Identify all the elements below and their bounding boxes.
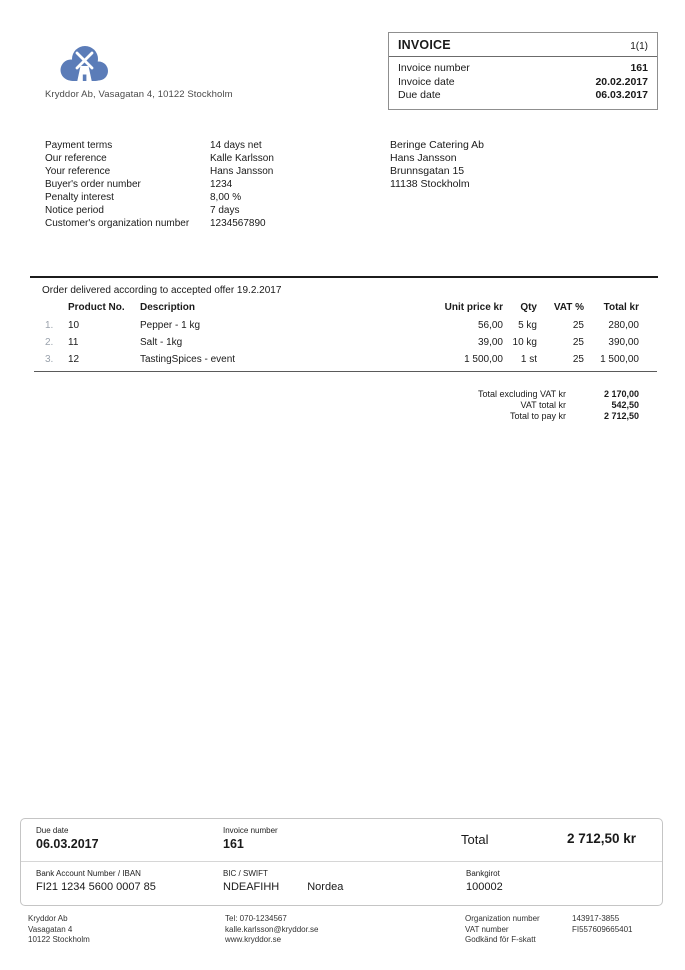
due-date-value: 06.03.2017 — [595, 89, 648, 101]
windmill-cloud-logo-icon — [59, 45, 109, 89]
table-bottom-rule — [34, 371, 657, 372]
footer-phone: Tel: 070-1234567 — [225, 914, 287, 923]
pay-bic-swift: BIC / SWIFT NDEAFIHH Nordea — [223, 869, 344, 893]
footer-legal: Organization number 143917-3855 VAT number FI557609665401 Godkänd för F-skatt — [465, 914, 633, 944]
detail-row: Our reference Kalle Karlsson — [45, 153, 274, 164]
recipient-line: 11138 Stockholm — [390, 178, 470, 190]
invoice-date-value: 20.02.2017 — [595, 75, 648, 88]
sender-address-line: Kryddor Ab, Vasagatan 4, 10122 Stockholm — [45, 89, 233, 100]
col-header-qty: Qty — [520, 302, 537, 313]
total-excl-vat-row: Total excluding VAT kr 2 170,00 — [477, 389, 639, 399]
page-indicator: 1(1) — [630, 41, 648, 52]
pay-invoice-number: Invoice number 161 — [223, 826, 278, 851]
footer-website: www.kryddor.se — [225, 935, 282, 944]
pay-due-date: Due date 06.03.2017 — [36, 826, 99, 851]
recipient-address — [390, 139, 484, 191]
recipient-line: Hans Jansson — [390, 152, 457, 164]
order-note: Order delivered according to accepted offer 19.2.2017 — [42, 285, 282, 296]
table-row: 3. 12 TastingSpices - event 1 500,00 1 st 25 1 500,00 — [45, 354, 639, 365]
recipient-line: Brunnsgatan 15 — [390, 165, 465, 177]
section-divider-thick — [30, 276, 658, 278]
pay-total-value: 2 712,50 kr — [566, 831, 636, 846]
pay-bankgiro: Bankgirot 100002 — [466, 869, 503, 893]
pay-total-label: Total — [461, 832, 489, 847]
col-header-vat: VAT % — [553, 302, 584, 313]
footer-company-address: Kryddor Ab Vasagatan 4 10122 Stockholm — [28, 914, 90, 944]
col-header-unit-price: Unit price kr — [444, 302, 503, 313]
detail-row: Notice period 7 days — [45, 205, 240, 216]
vat-total-row: VAT total kr 542,50 — [520, 400, 639, 410]
pay-iban: Bank Account Number / IBAN FI21 1234 5600 0007 85 — [36, 869, 156, 893]
payment-summary-box — [20, 818, 663, 906]
detail-row: Penalty interest 8,00 % — [45, 192, 242, 203]
invoice-details-list — [45, 139, 274, 230]
total-to-pay-row: Total to pay kr 2 712,50 — [509, 411, 639, 421]
col-header-product-no: Product No. — [68, 302, 125, 313]
items-table-header — [0, 302, 685, 318]
footer-email: kalle.karlsson@kryddor.se — [225, 924, 319, 934]
footer-contact — [225, 914, 319, 946]
invoice-date-row: Invoice date 20.02.2017 — [398, 75, 648, 88]
invoice-header-box — [388, 32, 658, 110]
table-row: 1. 10 Pepper - 1 kg 56,00 5 kg 25 280,00 — [45, 320, 639, 331]
bic-value: NDEAFIHH — [223, 881, 280, 893]
bank-name: Nordea — [307, 881, 344, 893]
invoice-title: INVOICE — [398, 38, 451, 52]
company-logo — [59, 45, 109, 94]
col-header-description: Description — [140, 302, 196, 313]
detail-row: Payment terms 14 days net — [45, 140, 262, 151]
due-date-row: Due date 06.03.2017 — [398, 89, 648, 101]
table-row: 2. 11 Salt - 1kg 39,00 10 kg 25 390,00 — [45, 337, 639, 348]
recipient-line: Beringe Catering Ab — [390, 139, 484, 151]
detail-row: Your reference Hans Jansson — [45, 166, 274, 177]
detail-row: Buyer's order number 1234 — [45, 179, 233, 190]
invoice-number-value: 161 — [630, 62, 648, 74]
detail-row: Customer's organization number 1234567890 — [45, 218, 266, 229]
invoice-number-row: Invoice number 161 — [398, 62, 648, 74]
col-header-total: Total kr — [603, 302, 639, 313]
